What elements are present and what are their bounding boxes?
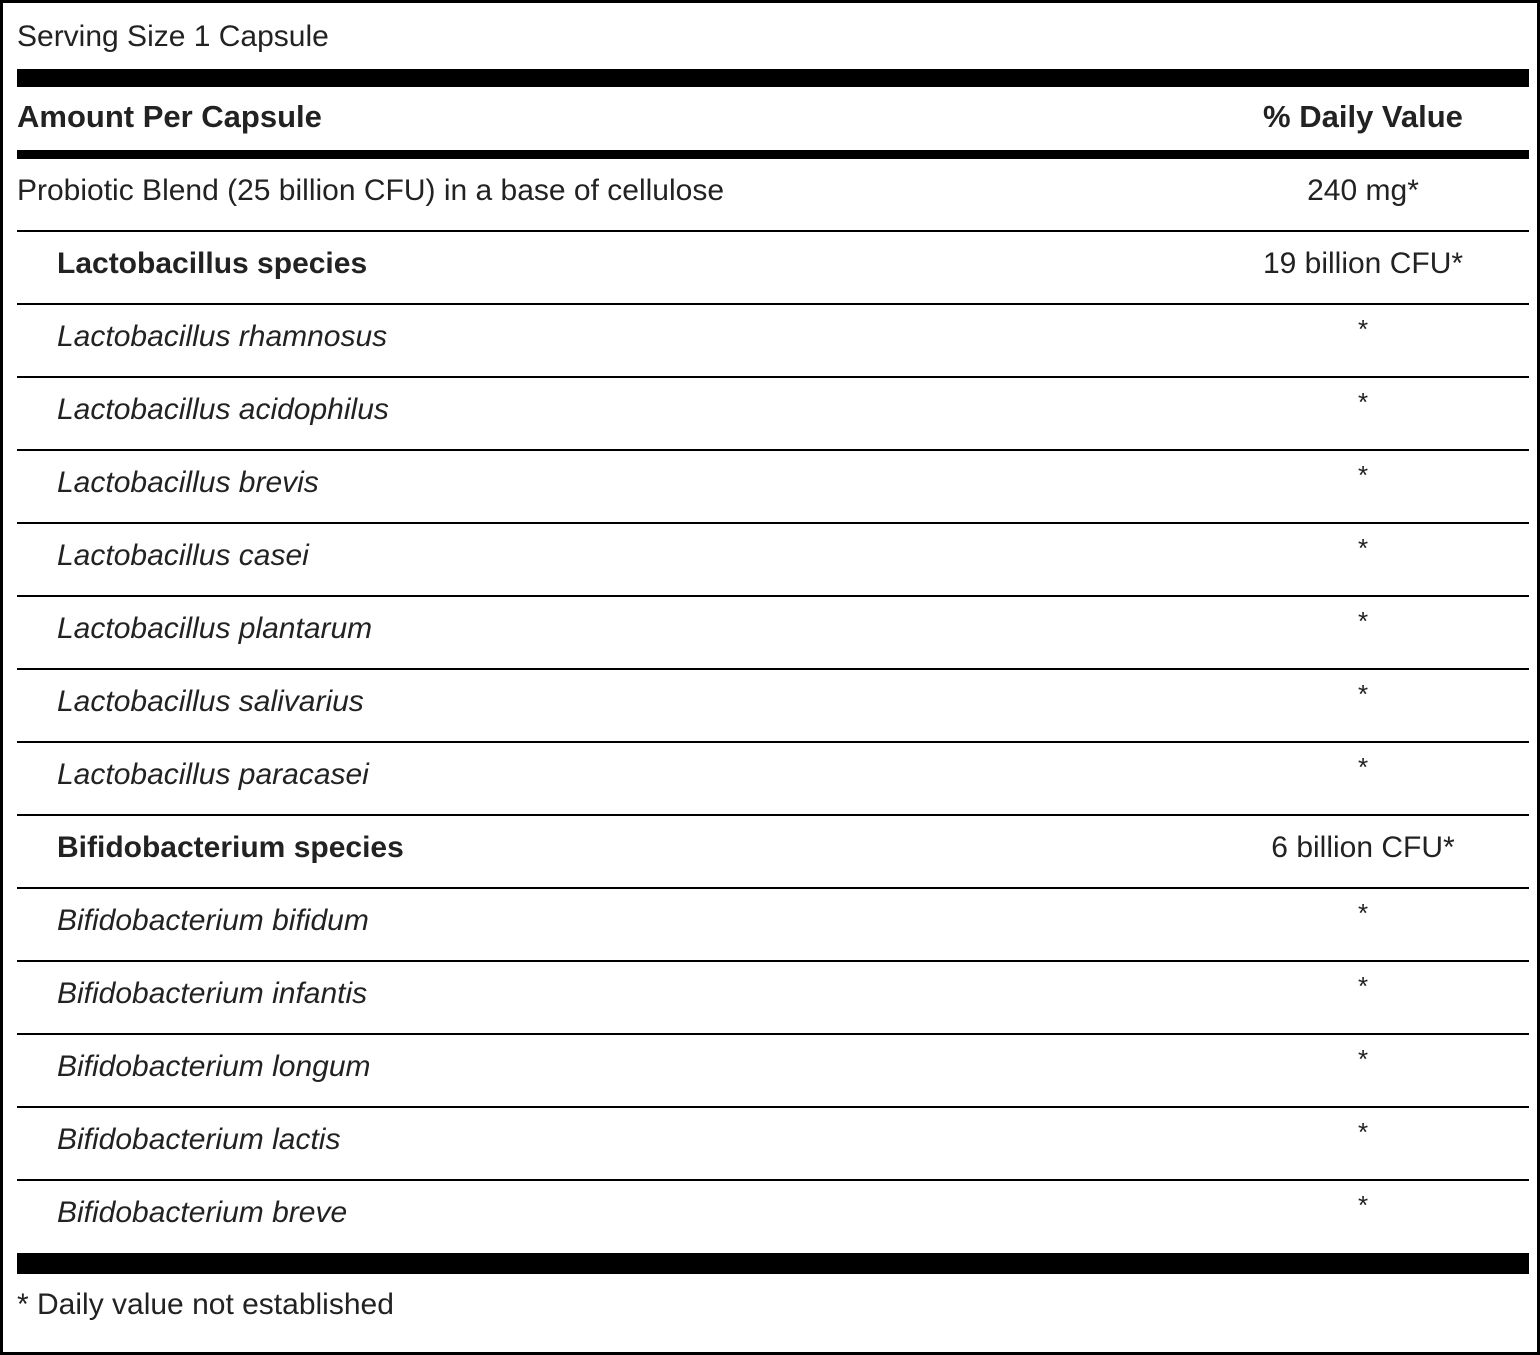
ingredient-amount: *	[1357, 971, 1369, 1001]
ingredient-amount: *	[1357, 606, 1369, 636]
footnote: * Daily value not established	[17, 1288, 394, 1321]
ingredient-name: Bifidobacterium bifidum	[57, 904, 369, 937]
ingredient-amount: *	[1357, 533, 1369, 563]
ingredient-amount: *	[1357, 1190, 1369, 1220]
ingredient-amount: *	[1357, 679, 1369, 709]
ingredient-amount: *	[1357, 898, 1369, 928]
ingredient-name: Probiotic Blend (25 billion CFU) in a base of cellulose	[17, 174, 725, 207]
ingredient-row	[17, 1108, 1529, 1181]
ingredient-row	[17, 962, 1529, 1035]
ingredient-amount: *	[1357, 1044, 1369, 1074]
ingredient-row	[17, 1181, 1529, 1254]
ingredient-row	[17, 816, 1529, 889]
table-header	[17, 95, 1529, 139]
ingredient-amount: *	[1357, 387, 1369, 417]
ingredient-amount: *	[1357, 460, 1369, 490]
ingredient-name: Bifidobacterium longum	[57, 1050, 371, 1083]
ingredient-name: Lactobacillus casei	[57, 539, 309, 572]
ingredient-name: Lactobacillus salivarius	[57, 685, 364, 718]
divider-bar-bottom	[17, 1253, 1529, 1274]
ingredient-row	[17, 1035, 1529, 1108]
ingredient-name: Lactobacillus brevis	[57, 466, 319, 499]
ingredient-name: Lactobacillus species	[57, 247, 368, 280]
ingredient-list	[17, 159, 1529, 1254]
ingredient-name: Bifidobacterium lactis	[57, 1123, 341, 1156]
ingredient-row	[17, 305, 1529, 378]
ingredient-row	[17, 597, 1529, 670]
ingredient-row	[17, 451, 1529, 524]
ingredient-row	[17, 889, 1529, 962]
ingredient-name: Lactobacillus rhamnosus	[57, 320, 388, 353]
ingredient-amount: 240 mg*	[1307, 174, 1419, 207]
amount-per-capsule-header: Amount Per Capsule	[17, 99, 322, 134]
ingredient-row	[17, 378, 1529, 451]
ingredient-amount: *	[1357, 314, 1369, 344]
ingredient-name: Bifidobacterium species	[57, 831, 404, 864]
ingredient-amount: 6 billion CFU*	[1271, 831, 1455, 864]
divider-bar-top	[17, 69, 1529, 87]
ingredient-amount: *	[1357, 1117, 1369, 1147]
ingredient-amount: 19 billion CFU*	[1262, 247, 1464, 280]
daily-value-header: % Daily Value	[1263, 99, 1463, 134]
ingredient-row	[17, 159, 1529, 232]
ingredient-amount: *	[1357, 752, 1369, 782]
serving-size: Serving Size 1 Capsule	[17, 20, 329, 53]
ingredient-name: Lactobacillus acidophilus	[57, 393, 389, 426]
ingredient-row	[17, 524, 1529, 597]
ingredient-name: Bifidobacterium breve	[57, 1196, 348, 1229]
ingredient-name: Lactobacillus paracasei	[57, 758, 369, 791]
ingredient-row	[17, 670, 1529, 743]
ingredient-row	[17, 232, 1529, 305]
ingredient-name: Bifidobacterium infantis	[57, 977, 368, 1010]
divider-bar-header	[17, 150, 1529, 159]
ingredient-name: Lactobacillus plantarum	[57, 612, 373, 645]
ingredient-row	[17, 743, 1529, 816]
